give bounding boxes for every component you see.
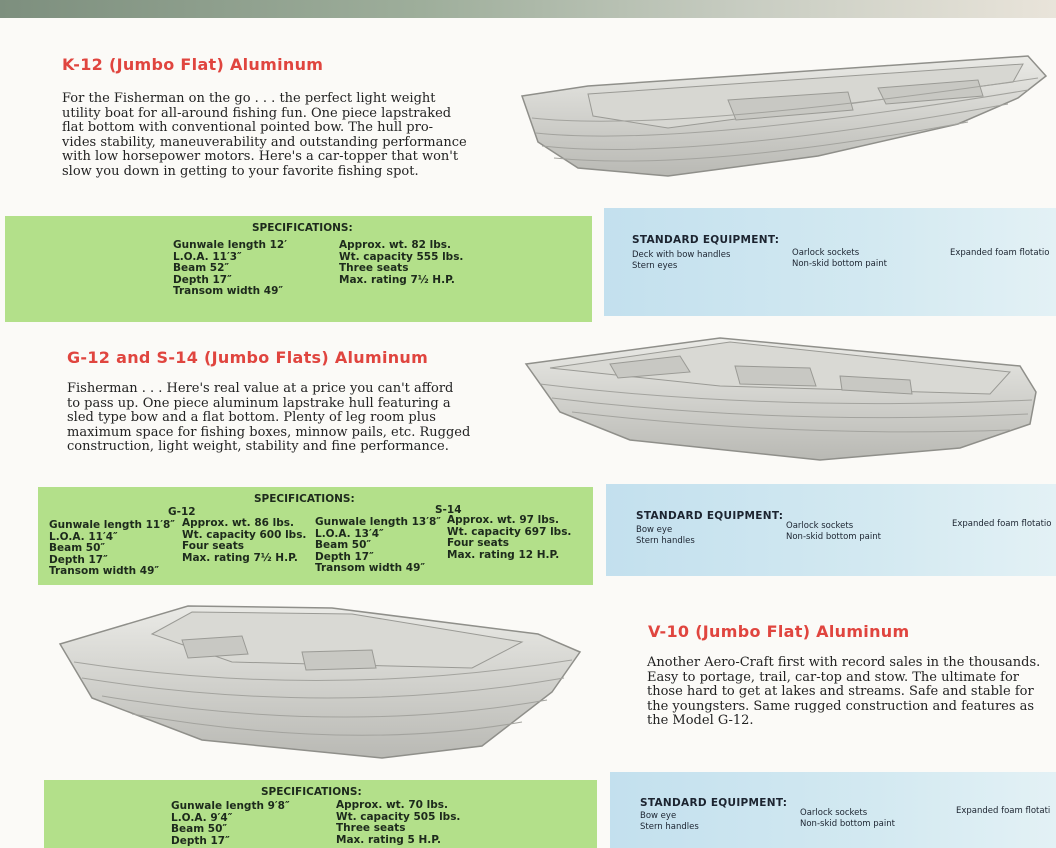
k12-equipment-col-1: Deck with bow handles Stern eyes bbox=[632, 250, 731, 271]
k12-title: K-12 (Jumbo Flat) Aluminum bbox=[62, 55, 324, 74]
k12-equipment-col-3: Expanded foam flotatio bbox=[950, 248, 1050, 258]
v10-specifications-panel bbox=[44, 780, 597, 848]
g12-label: G-12 bbox=[168, 506, 196, 518]
v10-specs-left: Gunwale length 9′8″ L.O.A. 9′4″ Beam 50″ Depth 17″ bbox=[171, 800, 290, 847]
g12s14-equipment-col-3: Expanded foam flotatio bbox=[952, 519, 1052, 529]
g12s14-description: Fisherman . . . Here's real value at a price you can't afford to pass up. One piece aluminum lapstrake hull featuring a sled type bow and a flat bottom. Plenty of leg room plus maximum space for fishing boxes, minnow pails, etc. Rugged construction, light weight, stability and fine performance. bbox=[67, 381, 471, 454]
v10-equipment-col-2: Oarlock sockets Non-skid bottom paint bbox=[800, 808, 895, 829]
v10-title: V-10 (Jumbo Flat) Aluminum bbox=[648, 622, 910, 641]
g12-boat-photo bbox=[520, 328, 1052, 468]
k12-specifications-panel bbox=[5, 216, 592, 322]
s14-specs-right: Approx. wt. 97 lbs. Wt. capacity 697 lbs. Four seats Max. rating 12 H.P. bbox=[447, 514, 572, 561]
v10-description: Another Aero-Craft first with record sales in the thousands. Easy to portage, trail, car-top and stow. The ultimate for those hard to get at lakes and streams. Safe and stable for the youngsters. Same rugged construction and features as the Model G-12. bbox=[647, 655, 1041, 728]
k12-specs-left: Gunwale length 12′ L.O.A. 11′3″ Beam 52″ Depth 17″ Transom width 49″ bbox=[173, 239, 287, 297]
standard-equipment-heading: STANDARD EQUIPMENT: bbox=[632, 234, 780, 246]
v10-equipment-col-1: Bow eye Stern handles bbox=[640, 811, 699, 832]
g12s14-specifications-panel bbox=[38, 487, 593, 585]
page-top-edge bbox=[0, 0, 1056, 18]
v10-standard-equipment-panel bbox=[610, 772, 1056, 848]
s14-label: S-14 bbox=[435, 504, 462, 516]
v10-specs-right: Approx. wt. 70 lbs. Wt. capacity 505 lbs. Three seats Max. rating 5 H.P. bbox=[336, 799, 461, 846]
s14-specs-left: Gunwale length 13′8″ L.O.A. 13′4″ Beam 50″ Depth 17″ Transom width 49″ bbox=[315, 516, 441, 574]
g12-specs-left: Gunwale length 11′8″ L.O.A. 11′4″ Beam 50″ Depth 17″ Transom width 49″ bbox=[49, 519, 175, 577]
g12-specs-right: Approx. wt. 86 lbs. Wt. capacity 600 lbs. Four seats Max. rating 7½ H.P. bbox=[182, 517, 307, 564]
standard-equipment-heading: STANDARD EQUIPMENT: bbox=[636, 510, 784, 522]
g12s14-title: G-12 and S-14 (Jumbo Flats) Aluminum bbox=[67, 348, 429, 367]
v10-boat-photo bbox=[52, 596, 584, 766]
k12-equipment-col-2: Oarlock sockets Non-skid bottom paint bbox=[792, 248, 887, 269]
specifications-heading: SPECIFICATIONS: bbox=[261, 786, 362, 798]
k12-boat-photo bbox=[518, 38, 1050, 188]
standard-equipment-heading: STANDARD EQUIPMENT: bbox=[640, 797, 788, 809]
g12s14-equipment-col-1: Bow eye Stern handles bbox=[636, 525, 695, 546]
g12s14-equipment-col-2: Oarlock sockets Non-skid bottom paint bbox=[786, 521, 881, 542]
specifications-heading: SPECIFICATIONS: bbox=[254, 493, 355, 505]
k12-specs-right: Approx. wt. 82 lbs. Wt. capacity 555 lbs. Three seats Max. rating 7½ H.P. bbox=[339, 239, 464, 286]
k12-description: For the Fisherman on the go . . . the perfect light weight utility boat for all-around fishing fun. One piece lapstraked flat bottom with conventional pointed bow. The hull pro- vides stability, maneuverability and outstanding performance with low horsepower motors. Here's a car-topper that won't slow you down in getting to your favorite fishing spot. bbox=[62, 91, 467, 179]
specifications-heading: SPECIFICATIONS: bbox=[252, 222, 353, 234]
k12-standard-equipment-panel bbox=[604, 208, 1056, 316]
v10-equipment-col-3: Expanded foam flotati bbox=[956, 806, 1051, 816]
g12s14-standard-equipment-panel bbox=[606, 484, 1056, 576]
